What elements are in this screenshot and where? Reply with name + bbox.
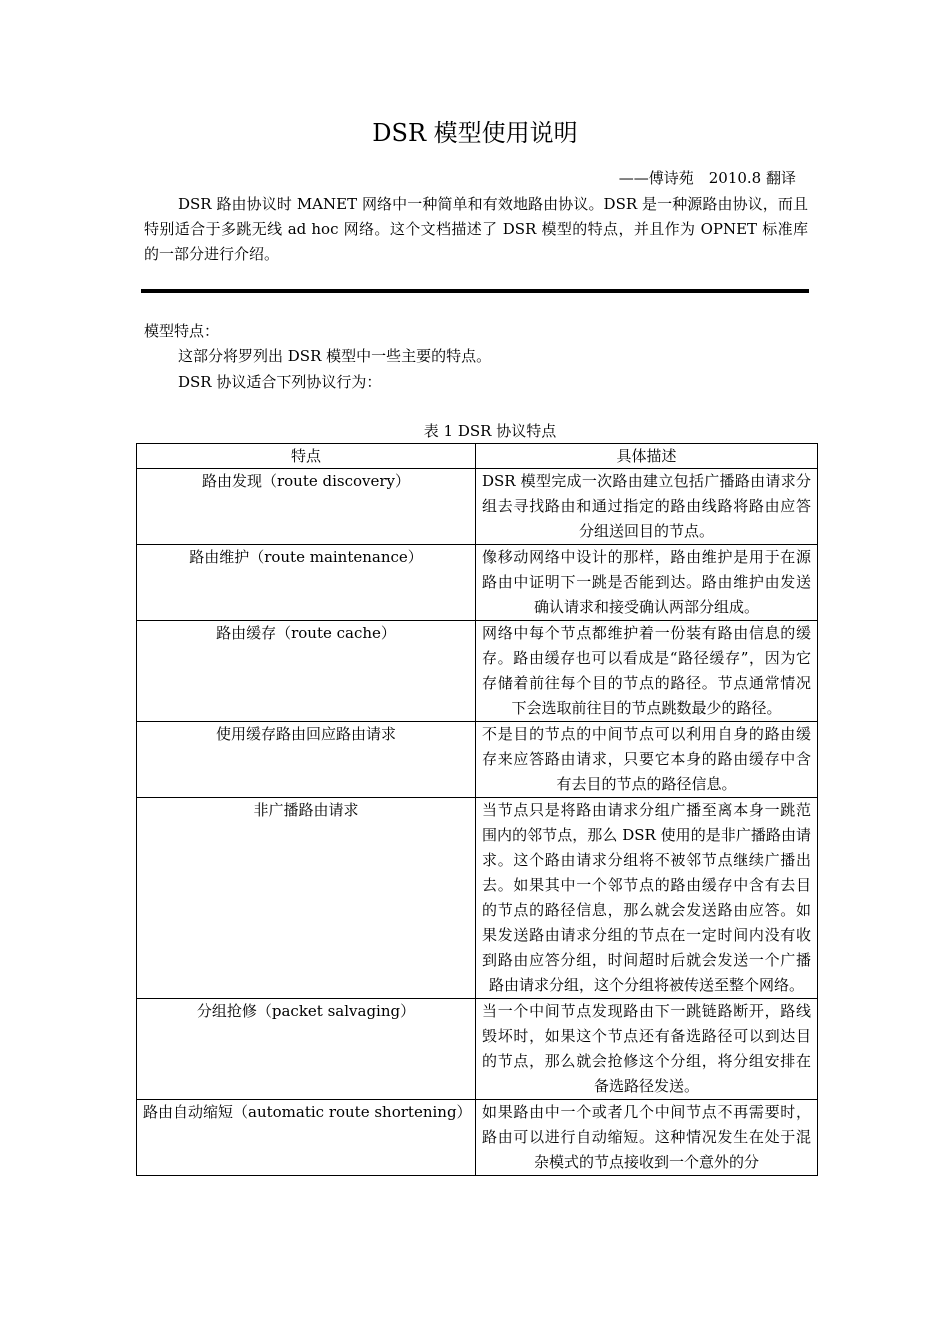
feature-cell: 路由维护（route maintenance） xyxy=(137,545,476,621)
table-row xyxy=(137,469,818,545)
table-row xyxy=(137,999,818,1100)
feature-cell: 分组抢修（packet salvaging） xyxy=(137,999,476,1100)
table-header-row xyxy=(137,444,818,469)
table-row xyxy=(137,1100,818,1176)
description-cell: 像移动网络中设计的那样，路由维护是用于在源路由中证明下一跳是否能到达。路由维护由发送确认请求和接受确认两部分组成。 xyxy=(476,545,818,621)
table-caption: 表 1 DSR 协议特点 xyxy=(423,422,557,440)
dsr-features-table xyxy=(136,443,818,1176)
feature-cell: 使用缓存路由回应路由请求 xyxy=(137,722,476,798)
feature-cell: 非广播路由请求 xyxy=(137,798,476,999)
table-row xyxy=(137,545,818,621)
feature-cell: 路由发现（route discovery） xyxy=(137,469,476,545)
description-cell: DSR 模型完成一次路由建立包括广播路由请求分组去寻找路由和通过指定的路由线路将路由应答分组送回目的节点。 xyxy=(476,469,818,545)
section-paragraph-2: DSR 协议适合下列协议行为： xyxy=(178,373,382,391)
description-cell: 当节点只是将路由请求分组广播至离本身一跳范围内的邻节点，那么 DSR 使用的是非广播路由请求。这个路由请求分组将不被邻节点继续广播出去。如果其中一个邻节点的路由缓存中含有去目的节点的路径信息，那么就会发送路由应答。如果发送路由请求分组的节点在一定时间内没有收到路由应答分组，时间超时后就会发送一个广播路由请求分组，这个分组将被传送至整个网络。 xyxy=(476,798,818,999)
header-description: 具体描述 xyxy=(476,444,818,469)
table-row xyxy=(137,722,818,798)
table-row xyxy=(137,798,818,999)
translator-byline: ——傅诗苑 2010.8 翻译 xyxy=(618,169,796,187)
header-feature: 特点 xyxy=(137,444,476,469)
feature-cell: 路由自动缩短（automatic route shortening） xyxy=(137,1100,476,1176)
document-title: DSR 模型使用说明 xyxy=(372,119,578,147)
intro-paragraph: DSR 路由协议时 MANET 网络中一种简单和有效地路由协议。DSR 是一种源路由协议，而且特别适合于多跳无线 ad hoc 网络。这个文档描述了 DSR 模型的特点，并且作为 OPNET 标准库的一部分进行介绍。 xyxy=(144,195,808,263)
horizontal-rule xyxy=(141,289,809,293)
table-row xyxy=(137,621,818,722)
section-heading: 模型特点： xyxy=(144,322,220,340)
description-cell: 不是目的节点的中间节点可以利用自身的路由缓存来应答路由请求，只要它本身的路由缓存中含有去目的节点的路径信息。 xyxy=(476,722,818,798)
description-cell: 当一个中间节点发现路由下一跳链路断开，路线毁坏时，如果这个节点还有备选路径可以到达目的节点，那么就会抢修这个分组，将分组安排在备选路径发送。 xyxy=(476,999,818,1100)
feature-cell: 路由缓存（route cache） xyxy=(137,621,476,722)
section-paragraph-1: 这部分将罗列出 DSR 模型中一些主要的特点。 xyxy=(178,347,492,365)
description-cell: 如果路由中一个或者几个中间节点不再需要时，路由可以进行自动缩短。这种情况发生在处于混杂模式的节点接收到一个意外的分 xyxy=(476,1100,818,1176)
description-cell: 网络中每个节点都维护着一份装有路由信息的缓存。路由缓存也可以看成是“路径缓存”，因为它存储着前往每个目的节点的路径。节点通常情况下会选取前往目的节点跳数最少的路径。 xyxy=(476,621,818,722)
